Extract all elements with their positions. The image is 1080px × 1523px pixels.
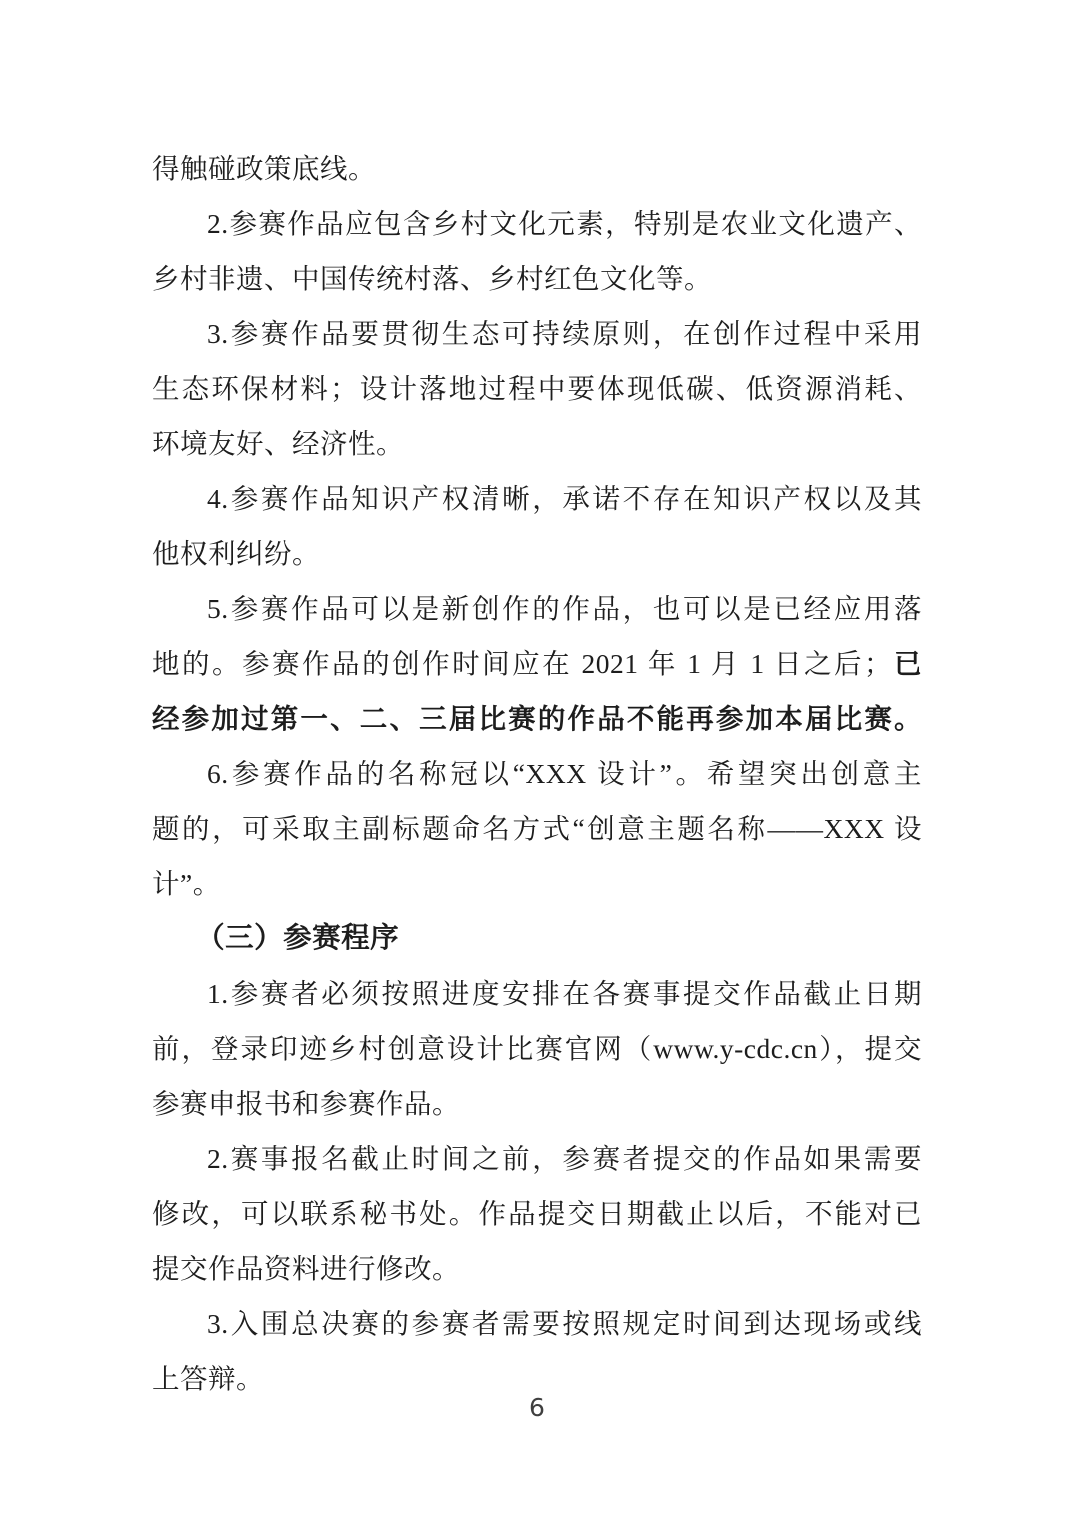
text-segment: （三）参赛程序: [196, 923, 400, 954]
text-segment: 3.入围总决赛的参赛者需要按照规定时间到达现场或线: [207, 1308, 922, 1339]
text-segment: 5.参赛作品可以是新创作的作品，也可以是已经应用落: [207, 593, 922, 624]
text-line: [152, 581, 922, 636]
text-segment: 题的，可采取主副标题命名方式“创意主题名称——XXX 设: [152, 813, 922, 844]
text-line: [152, 306, 922, 361]
text-line: [152, 141, 922, 196]
text-segment: 修改，可以联系秘书处。作品提交日期截止以后，不能对已: [152, 1198, 922, 1229]
text-line: [152, 526, 922, 581]
text-segment: 经参加过第一、二、三届比赛的作品不能再参加本届比赛。: [152, 703, 922, 734]
text-segment: 6.参赛作品的名称冠以“XXX 设计”。希望突出创意主: [207, 758, 922, 789]
text-line: [152, 1241, 922, 1296]
text-segment: 4.参赛作品知识产权清晰，承诺不存在知识产权以及其: [207, 483, 922, 514]
text-segment: 提交作品资料进行修改。: [152, 1253, 460, 1284]
text-segment: 前，登录印迹乡村创意设计比赛官网（www.y-cdc.cn），提交: [152, 1033, 922, 1064]
text-line: [152, 251, 922, 306]
text-line: [152, 801, 922, 856]
document-body: [152, 141, 922, 1406]
text-line: [152, 1296, 922, 1351]
text-line: [152, 1131, 922, 1186]
text-line: [152, 416, 922, 471]
text-segment: 上答辩。: [152, 1363, 264, 1394]
text-line: [152, 966, 922, 1021]
text-line: [152, 1076, 922, 1131]
text-segment: 得触碰政策底线。: [152, 153, 376, 184]
text-line: [152, 691, 922, 746]
text-segment: 环境友好、经济性。: [152, 428, 404, 459]
text-segment: 3.参赛作品要贯彻生态可持续原则，在创作过程中采用: [207, 318, 922, 349]
text-line: [152, 1186, 922, 1241]
text-segment: 他权利纠纷。: [152, 538, 320, 569]
text-segment: 乡村非遗、中国传统村落、乡村红色文化等。: [152, 263, 712, 294]
text-segment: 计”。: [152, 868, 221, 899]
page-number: 6: [529, 1393, 545, 1422]
text-line: [152, 636, 922, 691]
text-line: [152, 856, 922, 911]
text-line: [152, 471, 922, 526]
text-segment: 地的。参赛作品的创作时间应在 2021 年 1 月 1 日之后；: [152, 648, 892, 679]
section-heading: [152, 911, 922, 966]
text-segment: 已: [892, 648, 923, 679]
text-segment: 1.参赛者必须按照进度安排在各赛事提交作品截止日期: [207, 978, 922, 1009]
text-segment: 2.赛事报名截止时间之前，参赛者提交的作品如果需要: [207, 1143, 922, 1174]
text-line: [152, 746, 922, 801]
text-line: [152, 361, 922, 416]
text-segment: 生态环保材料；设计落地过程中要体现低碳、低资源消耗、: [152, 373, 922, 404]
text-line: [152, 1021, 922, 1076]
text-segment: 参赛申报书和参赛作品。: [152, 1088, 460, 1119]
text-line: [152, 196, 922, 251]
text-segment: 2.参赛作品应包含乡村文化元素，特别是农业文化遗产、: [207, 208, 922, 239]
